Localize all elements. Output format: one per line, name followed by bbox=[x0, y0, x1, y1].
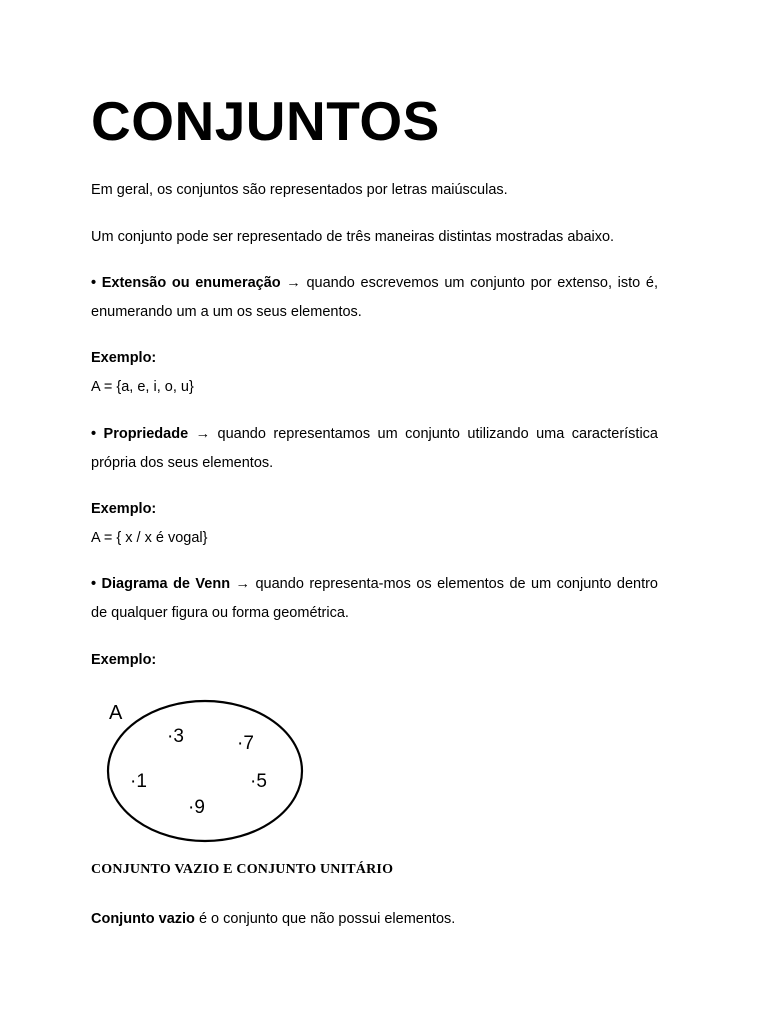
venn-example-label bbox=[91, 646, 658, 675]
venn-text: → quando representa-mos os elementos de um conjunto dentro de qualquer figura ou forma geométrica. bbox=[91, 576, 658, 621]
extensao-paragraph bbox=[91, 269, 658, 327]
extensao-term: • Extensão ou enumeração bbox=[91, 275, 281, 291]
page-title: CONJUNTOS bbox=[91, 90, 440, 152]
venn-term: • Diagrama de Venn bbox=[91, 576, 231, 592]
example-label: Exemplo: bbox=[91, 501, 157, 517]
vazio-text: é o conjunto que não possui elementos. bbox=[194, 911, 456, 927]
venn-element: ·1 bbox=[130, 771, 147, 792]
propriedade-example: A = { x / x é vogal} bbox=[91, 530, 208, 546]
vazio-paragraph bbox=[91, 905, 658, 934]
extensao-example-label bbox=[91, 344, 658, 373]
extensao-example: A = {a, e, i, o, u} bbox=[91, 379, 194, 395]
section-heading: CONJUNTO VAZIO E CONJUNTO UNITÁRIO bbox=[91, 862, 394, 877]
venn-set-label: A bbox=[109, 702, 123, 724]
intro-paragraph-2: Um conjunto pode ser representado de três maneiras distintas mostradas abaixo. bbox=[91, 229, 615, 245]
example-label: Exemplo: bbox=[91, 350, 157, 366]
venn-element: ·3 bbox=[167, 726, 184, 747]
extensao-text: → quando escrevemos um conjunto por extenso, isto é, enumerando um a um os seus elementos. bbox=[91, 275, 658, 320]
venn-diagram bbox=[100, 696, 310, 848]
propriedade-example-label bbox=[91, 495, 658, 524]
example-label: Exemplo: bbox=[91, 652, 157, 668]
intro-paragraph-1: Em geral, os conjuntos são representados por letras maiúsculas. bbox=[91, 182, 508, 198]
propriedade-paragraph bbox=[91, 420, 658, 478]
venn-element: ·5 bbox=[250, 771, 267, 792]
venn-element: ·7 bbox=[237, 733, 254, 754]
venn-element: ·9 bbox=[188, 797, 205, 818]
vazio-term: Conjunto vazio bbox=[91, 911, 195, 927]
propriedade-term: • Propriedade bbox=[91, 426, 189, 442]
venn-paragraph bbox=[91, 570, 658, 628]
propriedade-text: → quando representamos um conjunto utilizando uma característica própria dos seus elementos. bbox=[91, 426, 658, 471]
